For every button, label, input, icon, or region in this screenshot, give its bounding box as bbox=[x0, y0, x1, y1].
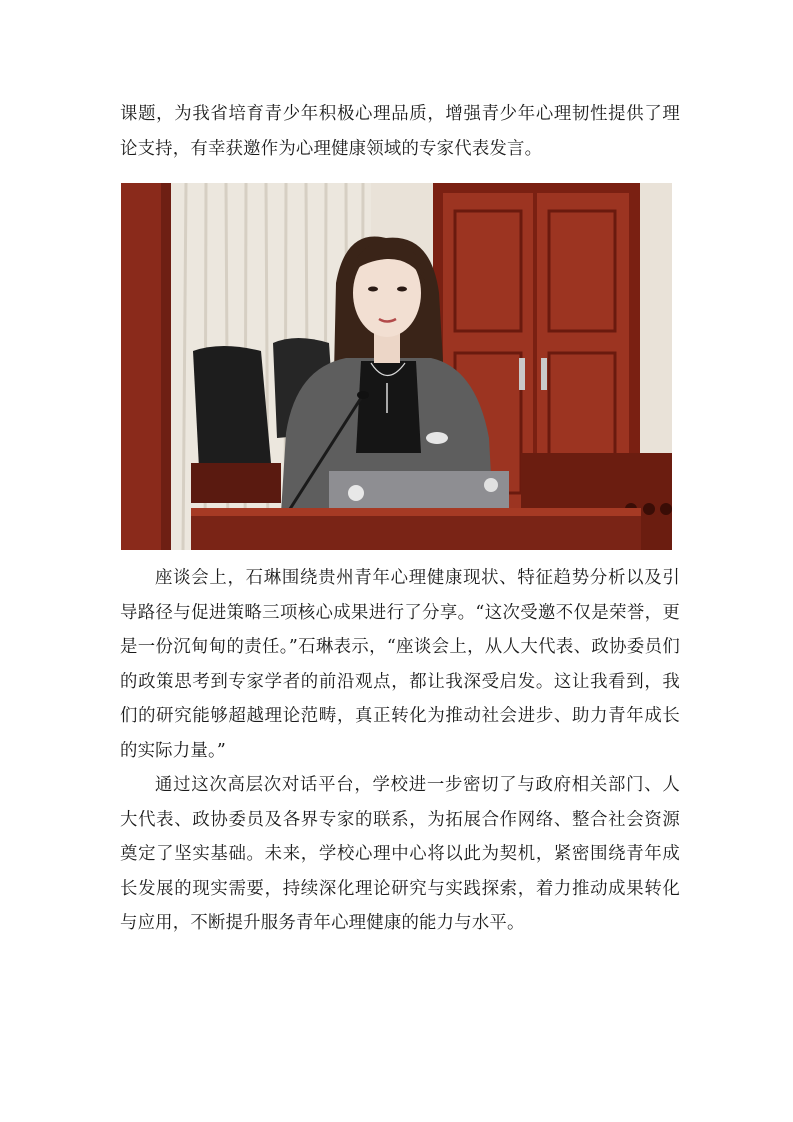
paragraph-future: 通过这次高层次对话平台，学校进一步密切了与政府相关部门、人大代表、政协委员及各界专家的联系，为拓展合作网络、整合社会资源奠定了坚实基础。未来，学校心理中心将以此为契机，紧密围绕青年成长发展的现实需要，持续深化理论研究与实践探索，着力推动成果转化与应用，不断提升服务青年心理健康的能力与水平。 bbox=[120, 775, 680, 933]
paragraph-sharing: 座谈会上，石琳围绕贵州青年心理健康现状、特征趋势分析以及引导路径与促进策略三项核心成果进行了分享。“这次受邀不仅是荣誉，更是一份沉甸甸的责任。”石琳表示，“座谈会上，从人大代表、政协委员们的政策思考到专家学者的前沿观点，都让我深受启发。这让我看到，我们的研究能够超越理论范畴，真正转化为推动社会进步、助力青年成长的实际力量。” bbox=[120, 568, 680, 761]
paragraph-intro: 课题，为我省培育青少年积极心理品质，增强青少年心理韧性提供了理论支持，有幸获邀作为心理健康领域的专家代表发言。 bbox=[120, 104, 680, 159]
speaker-photo bbox=[121, 183, 672, 550]
